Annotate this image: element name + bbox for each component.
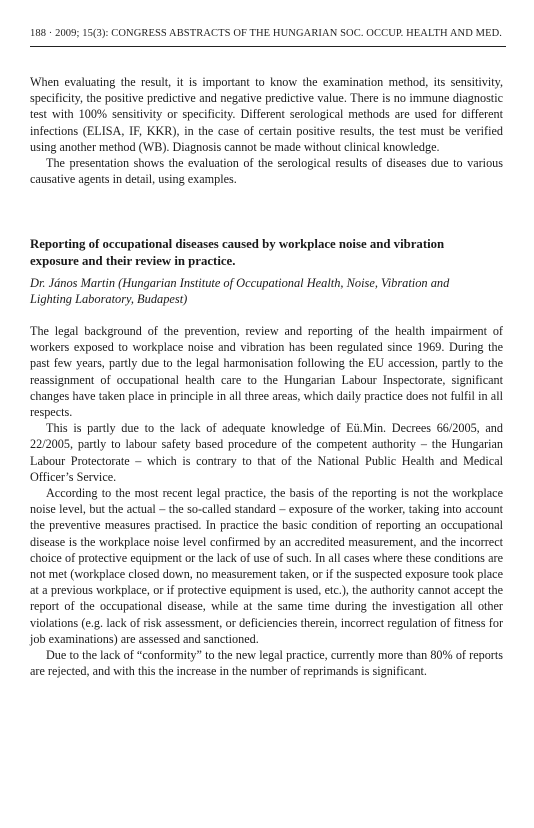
body-paragraph: This is partly due to the lack of adequate knowledge of Eü.Min. Decrees 66/2005, and 22/2005, partly to labour safety based procedure of the competent authority – the Hungarian Labour Protectorate – which is contrary to that of the National Public Health and Medical Officer’s Service. [30,421,503,484]
intro-section [30,74,503,187]
intro-paragraph: When evaluating the result, it is important to know the examination method, its sensitivity, specificity, the positive predictive and negative predictive value. There is no immune diagnostic test with 100% sensitivity or specificity. Different serological methods are used for different infections (ELISA, IF, KKR), in the case of certain positive results, the test must be verified using another method (WB). Diagnosis cannot be made without clinical knowledge. [30,75,503,154]
article-title: Reporting of occupational diseases caused by workplace noise and vibration exposure and their review in practice. [30,237,445,268]
body-paragraph: According to the most recent legal practice, the basis of the reporting is not the workplace noise level, but the actual – the so-called standard – exposure of the worker, taking into account the preventive measures practised. In practice the basic condition of reporting an occupational disease is the workplace noise level confirmed by an accredited measurement, and the incorrect choice of protective equipment or the lack of use of such. In all cases where these conditions are not met (workplace closed down, no measurement taken, or if the suspected exposure took place at a previous workplace, or if protective equipment is used, etc.), the authority cannot accept the report of the occupational disease, while at the same time during the investigation all other violations (e.g. lack of risk assessment, or deficiencies therein, incorrect regulation of fitness for job examinations) are assessed and sanctioned. [30,486,503,646]
body-paragraph: The legal background of the prevention, review and reporting of the health impairment of workers exposed to workplace noise and vibration has been regulated since 1969. During the past few years, partly due to the legal harmonisation following the EU accession, partly to the reassignment of occupational health care to the Hungarian Labour Inspectorate, significant changes have taken place in principle in all three areas, which daily practice does not fulfil in all respects. [30,324,503,420]
header-rule [30,46,506,47]
body-paragraph: Due to the lack of “conformity” to the new legal practice, currently more than 80% of reports are rejected, and with this the increase in the number of reprimands is significant. [30,648,503,679]
article-authors: Dr. János Martin (Hungarian Institute of Occupational Health, Noise, Vibration and Lighting Laboratory, Budapest) [30,276,450,307]
running-head: 188 · 2009; 15(3): CONGRESS ABSTRACTS OF THE HUNGARIAN SOC. OCCUP. HEALTH AND MED. [30,28,502,39]
intro-paragraph: The presentation shows the evaluation of the serological results of diseases due to various causative agents in detail, using examples. [30,156,503,187]
article-body [30,323,503,679]
